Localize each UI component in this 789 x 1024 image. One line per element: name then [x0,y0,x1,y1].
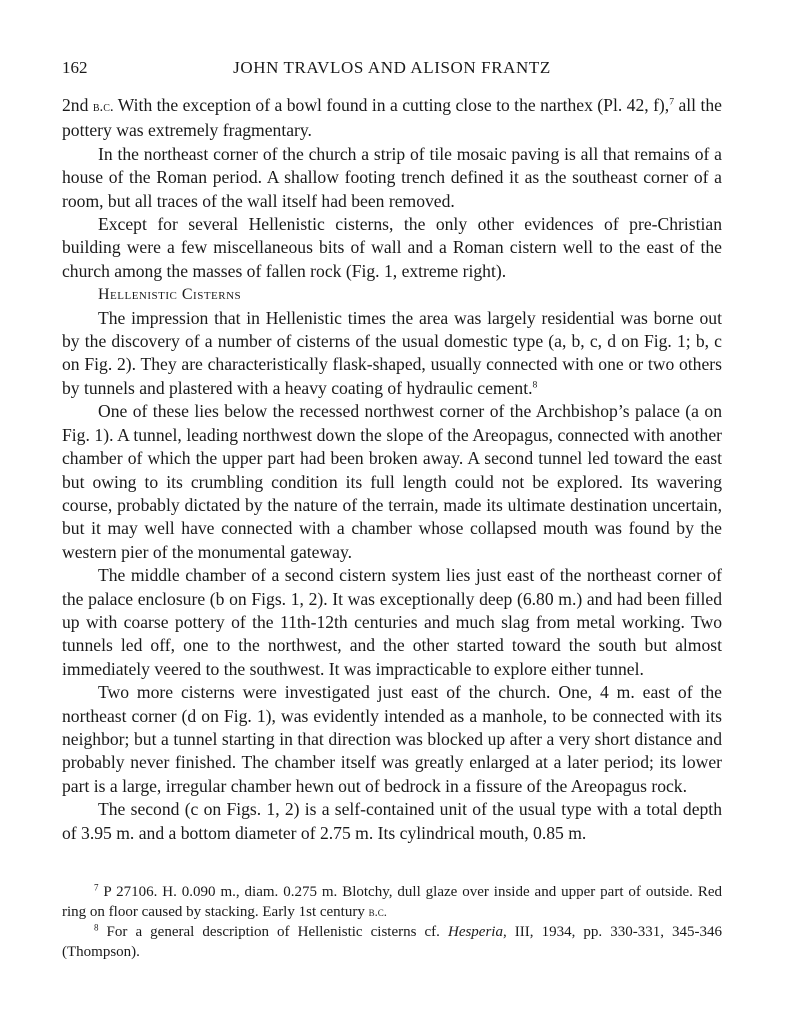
paragraph-3: Except for several Hellenistic cisterns, the only other evidences of pre-Christian building were a few miscellaneous bits of wall and a Roman cistern well to the east of the church among the masses of fallen rock (Fig. 1, extreme right). [62,214,722,281]
paragraph-8: The second (c on Figs. 1, 2) is a self-contained unit of the usual type with a total depth of 3.95 m. and a bottom diameter of 2.75 m. Its cylindrical mouth, 0.85 m. [62,799,722,843]
paragraph-7: Two more cisterns were investigated just east of the church. One, 4 m. east of the northeast corner (d on Fig. 1), was evidently intended as a manhole, to be connected with its neighbor; but a tunnel starting in that direction was blocked up after a very short distance and probably never finished. The chamber itself was greatly enlarged at a later period; its lower part is a large, irregular chamber hewn out of bedrock in a fissure of the Areopagus rock. [62,682,722,796]
page-header [62,58,722,80]
paragraph-6: The middle chamber of a second cistern system lies just east of the northeast corner of the palace enclosure (b on Figs. 1, 2). It was exceptionally deep (6.80 m.) and had been filled up with coarse pottery of the 11th-12th centuries and much slag from metal working. Two tunnels led off, one to the northwest, and the other started toward the south but almost immediately veered to the southwest. It was impracticable to explore either tunnel. [62,565,722,679]
paragraph-1 [62,94,722,143]
section-heading: Hellenistic Cisterns [98,286,242,304]
footnote-8-journal: Hesperia [447,924,503,940]
footnote-7-marker: 7 [94,882,99,893]
paragraph-4-text: The impression that in Hellenistic times the area was largely residential was borne out by the discovery of a number of cisterns of the usual domestic type (a, b, c, d on Fig. 1; b, c on Fig. 2). They are characteristically flask-shaped, usually connected with one or two others by tunnels and plastered with a heavy coating of hydraulic cement. [62,307,722,398]
footnote-7-era: b.c. [368,905,387,919]
footnote-8-marker: 8 [94,922,99,933]
footnote-ref-8: 8 [532,379,538,391]
footnote-8 [62,922,722,962]
footnote-8-text-a: For a general description of Hellenistic cisterns cf. [98,924,448,940]
running-head: JOHN TRAVLOS AND ALISON FRANTZ [233,58,551,77]
footnote-ref-7: 7 [669,96,675,108]
paragraph-5: One of these lies below the recessed northwest corner of the Archbishop’s palace (a on Fig. 1). A tunnel, leading northwest down the slope of the Areopagus, connected with another chamber of which the upper part had been broken away. A second tunnel led toward the east but owing to its crumbling condition its full length could not be explored. Its wavering course, probably dictated by the nature of the terrain, made its ultimate destination uncertain, but it may well have connected with a chamber whose collapsed mouth was found by the western pier of the monumental gateway. [62,401,722,562]
footnote-8-text-b: , III, 1934, pp. 330-331, 345-346 (Thompson). [62,924,722,960]
paragraph-4 [62,307,722,401]
page-number: 162 [62,58,88,77]
paragraph-1-text-b: With the exception of a bowl found in a cutting close to the narthex (Pl. 42, f), [113,95,670,115]
paragraph-2: In the northeast corner of the church a strip of tile mosaic paving is all that remains of a house of the Roman period. A shallow footing trench defined it as the southeast corner of a room, but all traces of the wall itself had been removed. [62,143,722,211]
footnote-7 [62,882,722,922]
body-text [62,94,722,845]
paragraph-1-text-a: 2nd [62,95,93,115]
paragraph-1-text-c: all the pottery was extremely fragmentary. [62,95,722,141]
footnotes [62,882,722,962]
footnote-7-text: P 27106. H. 0.090 m., diam. 0.275 m. Blotchy, dull glaze over inside and upper part of outside. Red ring on floor caused by stacking. Early 1st century [62,884,722,920]
era-abbreviation: b.c. [92,99,114,115]
